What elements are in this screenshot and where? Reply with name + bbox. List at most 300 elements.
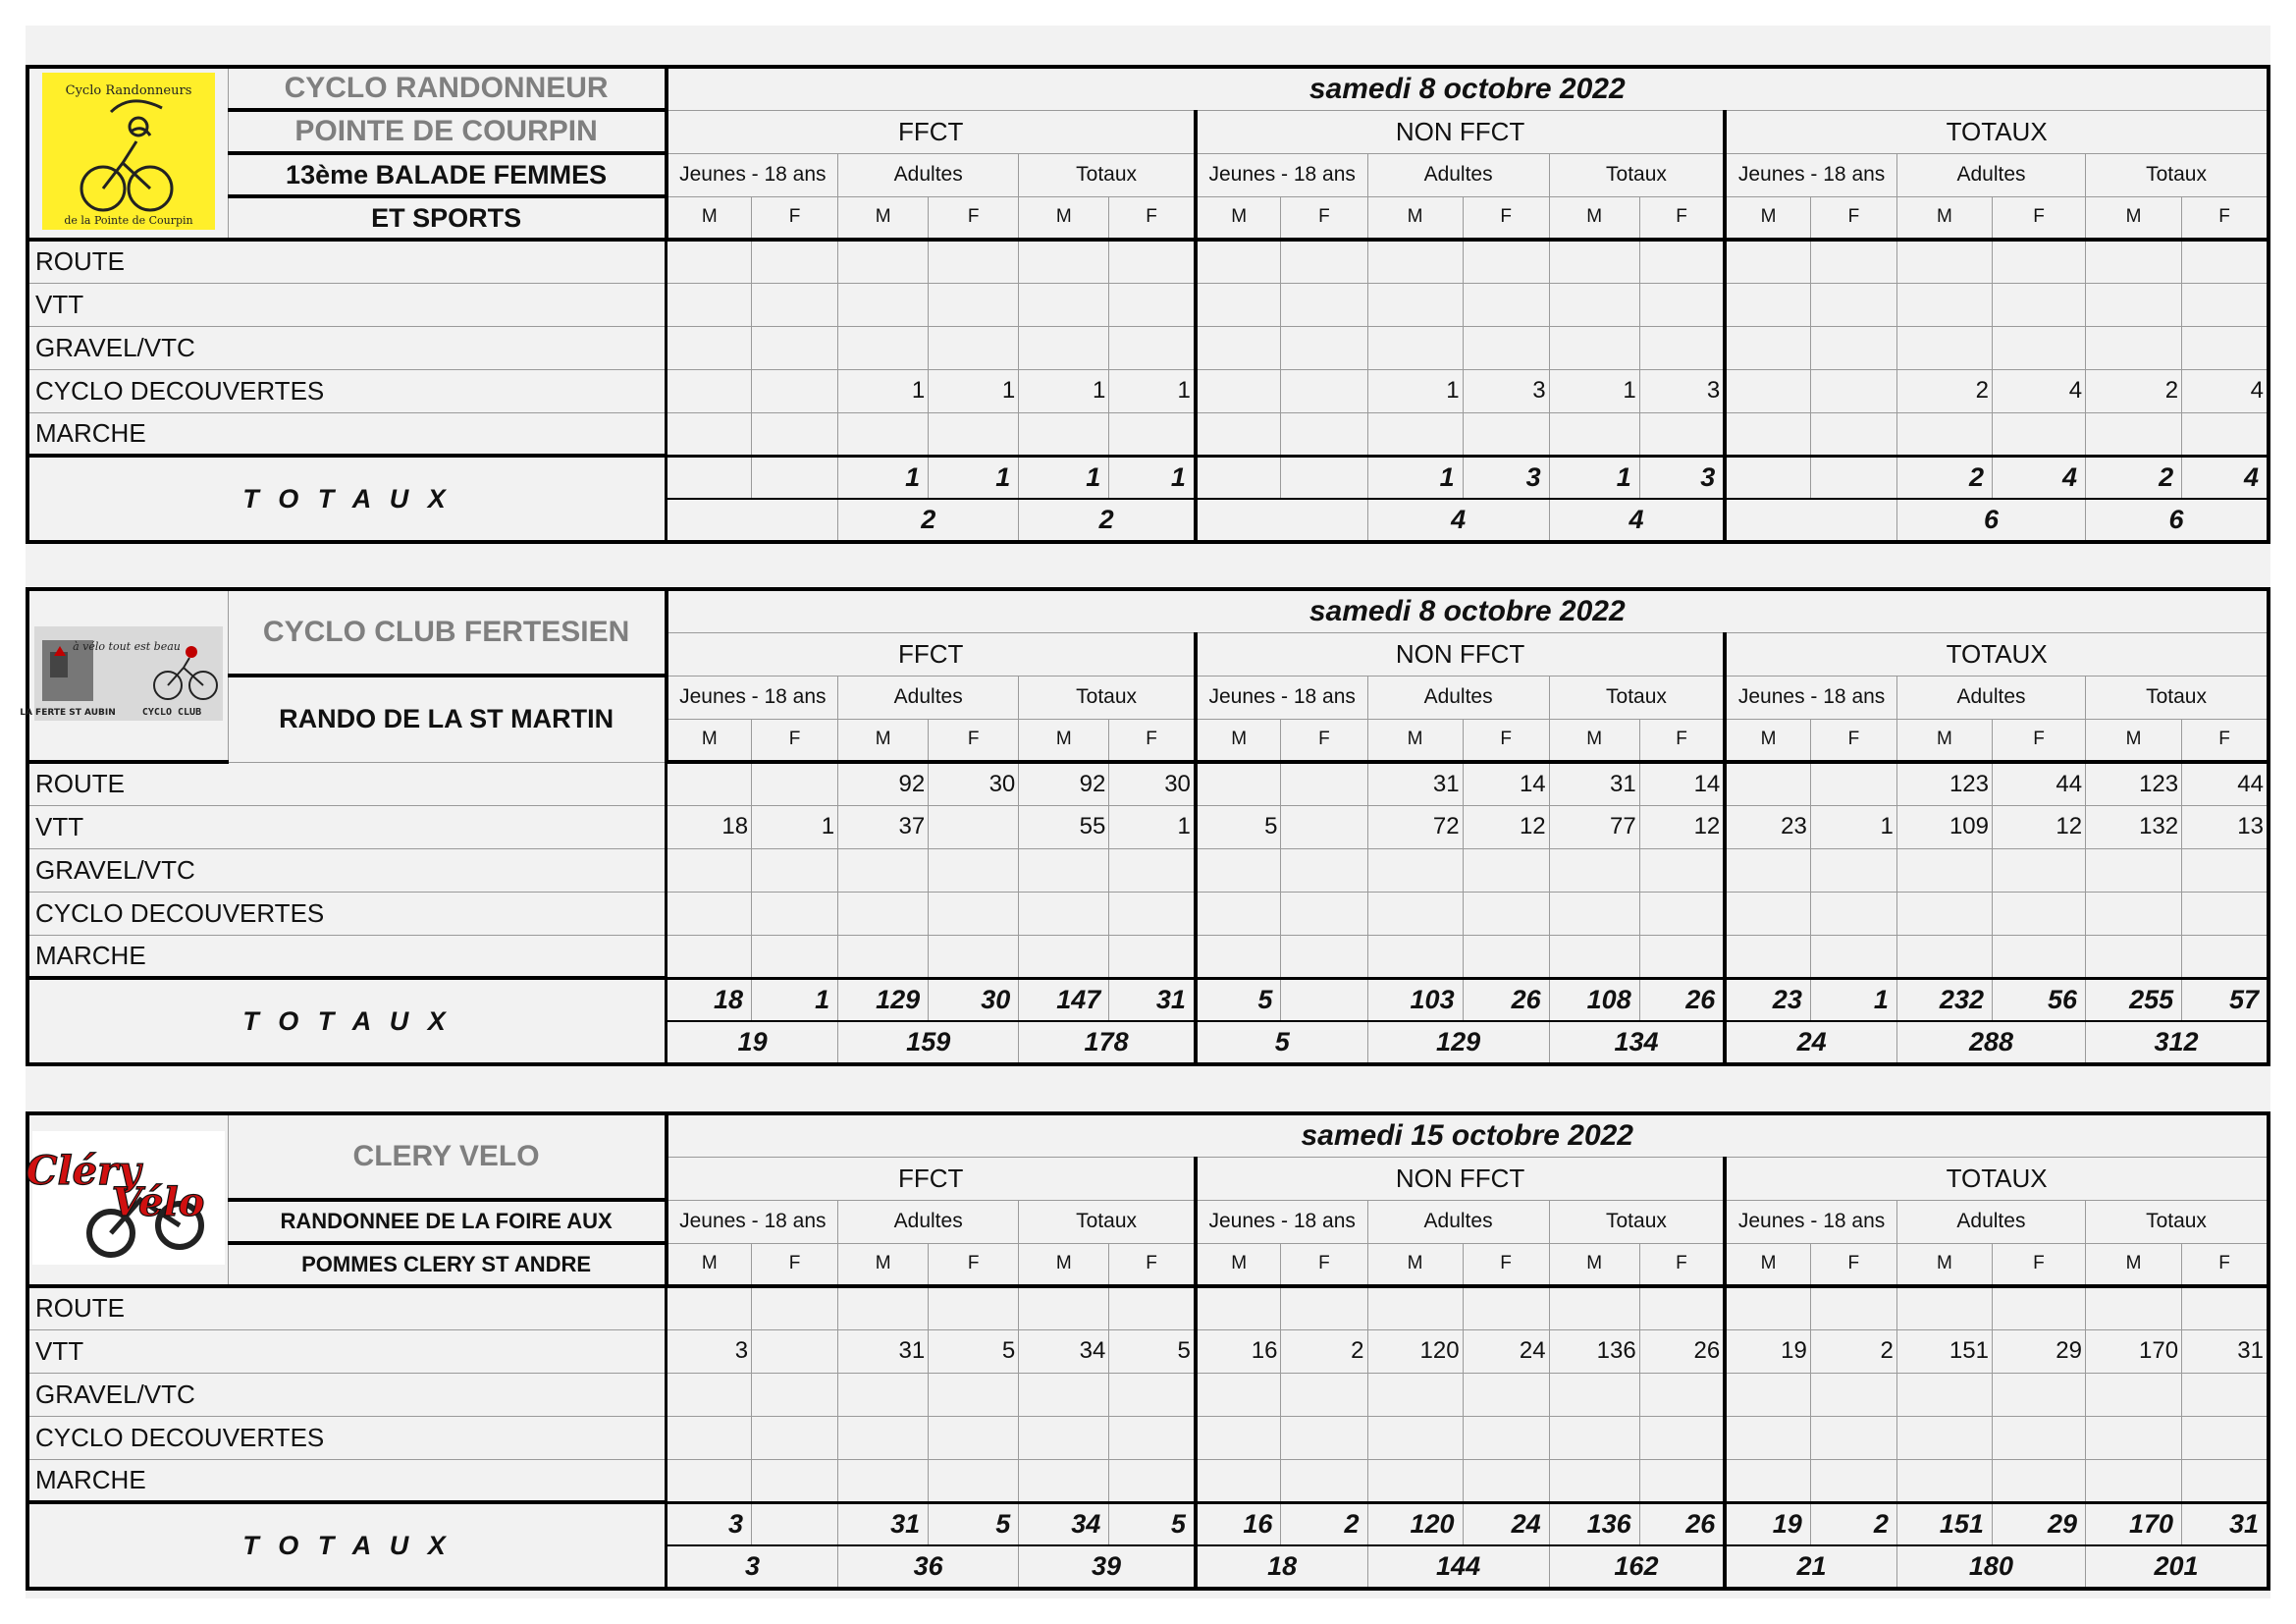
sex-header: F <box>929 196 1019 240</box>
sex-header: M <box>1725 1243 1810 1286</box>
club-name: CLERY VELO <box>228 1113 666 1200</box>
value-cell <box>2086 283 2182 326</box>
total-cell: 232 <box>1896 978 1992 1021</box>
group-header-totaux: TOTAUX <box>1725 632 2269 676</box>
value-cell <box>667 412 752 456</box>
total-cell <box>752 456 838 499</box>
value-cell <box>1549 1286 1639 1329</box>
total-cell: 170 <box>2086 1502 2182 1545</box>
event-block-1 <box>26 65 2270 544</box>
value-cell: 4 <box>2182 369 2269 412</box>
value-cell: 5 <box>1109 1329 1196 1373</box>
value-cell <box>1019 1416 1109 1459</box>
row-label: CYCLO DECOUVERTES <box>27 369 667 412</box>
total-cell: 255 <box>2086 978 2182 1021</box>
value-cell <box>2182 412 2269 456</box>
value-cell <box>1639 1286 1725 1329</box>
value-cell <box>1810 412 1896 456</box>
value-cell: 24 <box>1463 1329 1549 1373</box>
value-cell <box>1019 935 1109 978</box>
value-cell <box>1896 935 1992 978</box>
value-cell <box>1992 326 2085 369</box>
sex-header: F <box>752 196 838 240</box>
value-cell: 12 <box>1639 805 1725 848</box>
row-label: MARCHE <box>27 1459 667 1502</box>
total-cell: 1 <box>929 456 1019 499</box>
value-cell <box>667 892 752 935</box>
subgroup-header: Adultes <box>1896 153 2085 196</box>
value-cell: 30 <box>929 762 1019 805</box>
value-cell <box>752 1286 838 1329</box>
grand-total-cell: 144 <box>1367 1545 1549 1589</box>
value-cell <box>1196 1416 1281 1459</box>
value-cell <box>667 1373 752 1416</box>
value-cell <box>1639 892 1725 935</box>
total-cell: 3 <box>1639 456 1725 499</box>
value-cell: 1 <box>1549 369 1639 412</box>
grand-total-cell: 180 <box>1896 1545 2085 1589</box>
table-row <box>27 892 2269 935</box>
value-cell: 31 <box>1549 762 1639 805</box>
event-date: samedi 15 octobre 2022 <box>667 1113 2269 1157</box>
sex-header: M <box>1549 719 1639 762</box>
value-cell <box>1725 935 1810 978</box>
value-cell: 5 <box>1196 805 1281 848</box>
value-cell <box>1992 283 2085 326</box>
value-cell: 92 <box>1019 762 1109 805</box>
total-cell: 1 <box>1549 456 1639 499</box>
value-cell <box>1196 762 1281 805</box>
subgroup-header: Totaux <box>1019 153 1196 196</box>
value-cell <box>1196 848 1281 892</box>
value-cell <box>667 848 752 892</box>
value-cell <box>838 1373 929 1416</box>
subgroup-header: Jeunes - 18 ans <box>667 676 838 719</box>
value-cell <box>1463 412 1549 456</box>
value-cell <box>1109 1373 1196 1416</box>
value-cell <box>1992 892 2085 935</box>
sex-header: F <box>929 719 1019 762</box>
group-header-ffct: FFCT <box>667 1157 1196 1200</box>
value-cell <box>1549 412 1639 456</box>
row-label: VTT <box>27 805 667 848</box>
value-cell <box>1725 1373 1810 1416</box>
sex-header: F <box>752 719 838 762</box>
club-logo-icon <box>26 1131 225 1265</box>
value-cell <box>1019 1373 1109 1416</box>
sex-header: F <box>1992 719 2085 762</box>
total-cell: 4 <box>1992 456 2085 499</box>
total-cell: 147 <box>1019 978 1109 1021</box>
value-cell <box>1367 1373 1463 1416</box>
grand-total-cell <box>1196 499 1367 542</box>
total-cell: 26 <box>1463 978 1549 1021</box>
event-name-line2: ET SPORTS <box>228 196 666 240</box>
grand-total-cell: 39 <box>1019 1545 1196 1589</box>
event-stats-table <box>26 1111 2270 1591</box>
sex-header: M <box>1725 196 1810 240</box>
grand-total-cell: 178 <box>1019 1021 1196 1064</box>
value-cell <box>1463 892 1549 935</box>
value-cell <box>1896 1416 1992 1459</box>
sex-header: F <box>1109 1243 1196 1286</box>
value-cell <box>1019 1286 1109 1329</box>
value-cell <box>1639 1459 1725 1502</box>
value-cell <box>1463 283 1549 326</box>
logo-word-1: Cléry <box>26 1147 141 1194</box>
value-cell <box>1549 892 1639 935</box>
total-cell: 30 <box>929 978 1019 1021</box>
value-cell: 37 <box>838 805 929 848</box>
value-cell <box>1281 1416 1367 1459</box>
value-cell: 44 <box>1992 762 2085 805</box>
value-cell <box>1196 1373 1281 1416</box>
subgroup-header: Totaux <box>1019 676 1196 719</box>
subgroup-header: Jeunes - 18 ans <box>1196 1200 1367 1243</box>
sex-header: F <box>1810 1243 1896 1286</box>
value-cell <box>1896 1373 1992 1416</box>
logo-club: CYCLO CLUB <box>141 706 201 718</box>
value-cell: 120 <box>1367 1329 1463 1373</box>
value-cell <box>1109 283 1196 326</box>
value-cell <box>1281 240 1367 283</box>
total-cell <box>752 1502 838 1545</box>
value-cell: 2 <box>1810 1329 1896 1373</box>
value-cell <box>1725 848 1810 892</box>
value-cell <box>1810 1459 1896 1502</box>
value-cell <box>1896 412 1992 456</box>
sex-header: F <box>1992 1243 2085 1286</box>
value-cell <box>2086 848 2182 892</box>
value-cell <box>1992 412 2085 456</box>
subgroup-header: Jeunes - 18 ans <box>1725 676 1896 719</box>
value-cell <box>1810 848 1896 892</box>
value-cell <box>929 805 1019 848</box>
value-cell <box>1281 892 1367 935</box>
value-cell <box>1549 283 1639 326</box>
grand-total-cell: 312 <box>2086 1021 2269 1064</box>
sex-header: F <box>2182 196 2269 240</box>
value-cell <box>1367 283 1463 326</box>
total-cell: 26 <box>1639 978 1725 1021</box>
table-row <box>27 805 2269 848</box>
sex-header: M <box>1367 196 1463 240</box>
grand-total-cell: 288 <box>1896 1021 2085 1064</box>
value-cell <box>1196 412 1281 456</box>
row-label: MARCHE <box>27 935 667 978</box>
value-cell <box>1196 369 1281 412</box>
event-name: RANDONNEE DE LA FOIRE AUX <box>228 1200 666 1243</box>
logo-word-2: Vélo <box>111 1178 205 1225</box>
value-cell <box>1896 240 1992 283</box>
event-date: samedi 8 octobre 2022 <box>667 67 2269 110</box>
subgroup-header: Adultes <box>838 1200 1019 1243</box>
value-cell: 72 <box>1367 805 1463 848</box>
sex-header: M <box>1896 196 1992 240</box>
group-header-non-ffct: NON FFCT <box>1196 110 1725 153</box>
value-cell: 26 <box>1639 1329 1725 1373</box>
value-cell <box>667 283 752 326</box>
subgroup-header: Totaux <box>1549 153 1725 196</box>
value-cell <box>1896 326 1992 369</box>
total-cell: 2 <box>1281 1502 1367 1545</box>
value-cell <box>752 240 838 283</box>
value-cell <box>1992 240 2085 283</box>
value-cell <box>752 1329 838 1373</box>
value-cell <box>838 240 929 283</box>
row-label: CYCLO DECOUVERTES <box>27 1416 667 1459</box>
value-cell <box>1992 935 2085 978</box>
subgroup-header: Jeunes - 18 ans <box>1196 153 1367 196</box>
subgroup-header: Adultes <box>1367 676 1549 719</box>
sex-header: M <box>2086 1243 2182 1286</box>
value-cell <box>1639 1416 1725 1459</box>
sex-header: M <box>1896 719 1992 762</box>
value-cell <box>1367 326 1463 369</box>
value-cell <box>1725 892 1810 935</box>
value-cell <box>1281 848 1367 892</box>
table-row <box>27 283 2269 326</box>
value-cell <box>1109 1416 1196 1459</box>
group-header-totaux: TOTAUX <box>1725 1157 2269 1200</box>
value-cell <box>1810 892 1896 935</box>
value-cell <box>1367 1286 1463 1329</box>
value-cell <box>752 369 838 412</box>
value-cell <box>752 1416 838 1459</box>
grand-total-cell: 6 <box>1896 499 2085 542</box>
value-cell <box>1725 762 1810 805</box>
value-cell <box>929 1286 1019 1329</box>
logo-text-bottom: de la Pointe de Courpin <box>64 213 193 227</box>
value-cell <box>1463 1373 1549 1416</box>
total-cell: 31 <box>838 1502 929 1545</box>
total-cell: 151 <box>1896 1502 1992 1545</box>
sex-header: F <box>2182 719 2269 762</box>
sex-header: F <box>1463 1243 1549 1286</box>
sex-header: F <box>1639 196 1725 240</box>
value-cell <box>2086 240 2182 283</box>
total-cell: 31 <box>1109 978 1196 1021</box>
value-cell <box>1367 848 1463 892</box>
sex-header: F <box>929 1243 1019 1286</box>
total-cell: 1 <box>1019 456 1109 499</box>
value-cell <box>838 1416 929 1459</box>
value-cell: 1 <box>1109 369 1196 412</box>
subgroup-header: Adultes <box>838 153 1019 196</box>
value-cell <box>1896 283 1992 326</box>
subgroup-header: Adultes <box>1367 1200 1549 1243</box>
sex-header: F <box>1639 719 1725 762</box>
total-cell: 120 <box>1367 1502 1463 1545</box>
value-cell <box>929 412 1019 456</box>
grand-total-cell: 18 <box>1196 1545 1367 1589</box>
value-cell: 44 <box>2182 762 2269 805</box>
value-cell: 55 <box>1019 805 1109 848</box>
grand-total-cell: 162 <box>1549 1545 1725 1589</box>
sex-header: M <box>667 196 752 240</box>
grand-total-cell: 6 <box>2086 499 2269 542</box>
value-cell <box>1810 283 1896 326</box>
value-cell: 132 <box>2086 805 2182 848</box>
value-cell <box>752 762 838 805</box>
grand-total-cell: 2 <box>838 499 1019 542</box>
total-cell <box>1281 456 1367 499</box>
total-cell: 1 <box>752 978 838 1021</box>
sex-header: M <box>1896 1243 1992 1286</box>
value-cell <box>2182 1286 2269 1329</box>
grand-total-cell: 19 <box>667 1021 838 1064</box>
value-cell: 5 <box>929 1329 1019 1373</box>
club-name: CYCLO RANDONNEUR <box>228 67 666 110</box>
value-cell <box>1109 1286 1196 1329</box>
value-cell: 14 <box>1639 762 1725 805</box>
sex-header: M <box>1367 1243 1463 1286</box>
value-cell <box>1019 412 1109 456</box>
table-row <box>27 369 2269 412</box>
value-cell <box>2086 1416 2182 1459</box>
total-cell: 2 <box>1810 1502 1896 1545</box>
value-cell: 29 <box>1992 1329 2085 1373</box>
subgroup-header: Jeunes - 18 ans <box>1196 676 1367 719</box>
value-cell <box>1725 412 1810 456</box>
value-cell <box>667 1416 752 1459</box>
value-cell <box>929 848 1019 892</box>
value-cell: 1 <box>838 369 929 412</box>
grand-total-cell: 24 <box>1725 1021 1896 1064</box>
value-cell <box>1549 1459 1639 1502</box>
value-cell <box>752 892 838 935</box>
row-label: GRAVEL/VTC <box>27 848 667 892</box>
sex-header: M <box>1019 719 1109 762</box>
value-cell <box>667 326 752 369</box>
value-cell <box>2182 1416 2269 1459</box>
table-row <box>27 1329 2269 1373</box>
value-cell <box>1896 892 1992 935</box>
value-cell <box>1109 892 1196 935</box>
value-cell <box>752 412 838 456</box>
event-stats-table <box>20 587 2270 1066</box>
total-cell: 108 <box>1549 978 1639 1021</box>
value-cell <box>1549 848 1639 892</box>
value-cell <box>1019 1459 1109 1502</box>
logo-text-top: Cyclo Randonneurs <box>65 82 192 98</box>
value-cell <box>929 1373 1019 1416</box>
table-row <box>27 935 2269 978</box>
total-cell: 18 <box>667 978 752 1021</box>
value-cell <box>929 1416 1019 1459</box>
sex-header: M <box>1367 719 1463 762</box>
sex-header: F <box>1109 196 1196 240</box>
logo-town: LA FERTE ST AUBIN <box>20 707 116 718</box>
value-cell <box>838 935 929 978</box>
value-cell <box>1810 1373 1896 1416</box>
value-cell <box>1281 1286 1367 1329</box>
value-cell <box>1109 935 1196 978</box>
total-cell: 19 <box>1725 1502 1810 1545</box>
club-name-line2: POINTE DE COURPIN <box>228 110 666 153</box>
total-cell: 16 <box>1196 1502 1281 1545</box>
row-label: VTT <box>27 1329 667 1373</box>
value-cell <box>1725 1416 1810 1459</box>
total-cell: 5 <box>1109 1502 1196 1545</box>
grand-total-cell <box>1725 499 1896 542</box>
value-cell: 14 <box>1463 762 1549 805</box>
value-cell <box>1281 805 1367 848</box>
value-cell <box>838 892 929 935</box>
value-cell: 3 <box>1639 369 1725 412</box>
value-cell <box>1109 240 1196 283</box>
sex-header: M <box>1019 196 1109 240</box>
value-cell <box>1810 762 1896 805</box>
value-cell <box>1992 1286 2085 1329</box>
value-cell: 3 <box>667 1329 752 1373</box>
sex-header: M <box>667 1243 752 1286</box>
table-row <box>27 762 2269 805</box>
sex-header: F <box>2182 1243 2269 1286</box>
totals-label: T O T A U X <box>27 1502 667 1589</box>
row-label: GRAVEL/VTC <box>27 326 667 369</box>
sex-header: F <box>1281 719 1367 762</box>
value-cell <box>1992 1459 2085 1502</box>
value-cell <box>1549 1416 1639 1459</box>
value-cell: 109 <box>1896 805 1992 848</box>
subgroup-header: Totaux <box>2086 676 2269 719</box>
group-header-ffct: FFCT <box>667 110 1196 153</box>
sex-header: F <box>1810 719 1896 762</box>
total-cell: 1 <box>1810 978 1896 1021</box>
value-cell: 1 <box>1810 805 1896 848</box>
sex-header: M <box>1196 719 1281 762</box>
value-cell <box>752 1459 838 1502</box>
value-cell <box>1281 935 1367 978</box>
total-cell <box>1281 978 1367 1021</box>
total-cell: 56 <box>1992 978 2085 1021</box>
value-cell <box>1639 848 1725 892</box>
sex-header: M <box>1725 719 1810 762</box>
value-cell <box>1281 283 1367 326</box>
value-cell <box>1896 1286 1992 1329</box>
grand-total-cell: 21 <box>1725 1545 1896 1589</box>
value-cell: 3 <box>1463 369 1549 412</box>
group-header-totaux: TOTAUX <box>1725 110 2269 153</box>
event-name: RANDO DE LA ST MARTIN <box>228 676 666 762</box>
total-cell: 1 <box>1367 456 1463 499</box>
value-cell <box>1196 326 1281 369</box>
value-cell <box>1639 412 1725 456</box>
total-cell <box>1725 456 1810 499</box>
value-cell <box>1549 1373 1639 1416</box>
subgroup-header: Totaux <box>2086 1200 2269 1243</box>
value-cell: 77 <box>1549 805 1639 848</box>
event-block-3 <box>26 1111 2270 1591</box>
value-cell <box>2182 848 2269 892</box>
total-cell: 5 <box>1196 978 1281 1021</box>
value-cell <box>1196 892 1281 935</box>
total-cell: 1 <box>838 456 929 499</box>
total-cell <box>1196 456 1281 499</box>
club-logo <box>27 67 228 240</box>
value-cell <box>1109 848 1196 892</box>
sex-header: M <box>2086 719 2182 762</box>
value-cell <box>1109 326 1196 369</box>
value-cell: 34 <box>1019 1329 1109 1373</box>
value-cell <box>929 326 1019 369</box>
total-cell: 4 <box>2182 456 2269 499</box>
value-cell <box>1281 326 1367 369</box>
total-cell: 103 <box>1367 978 1463 1021</box>
value-cell <box>1896 1459 1992 1502</box>
value-cell: 1 <box>929 369 1019 412</box>
